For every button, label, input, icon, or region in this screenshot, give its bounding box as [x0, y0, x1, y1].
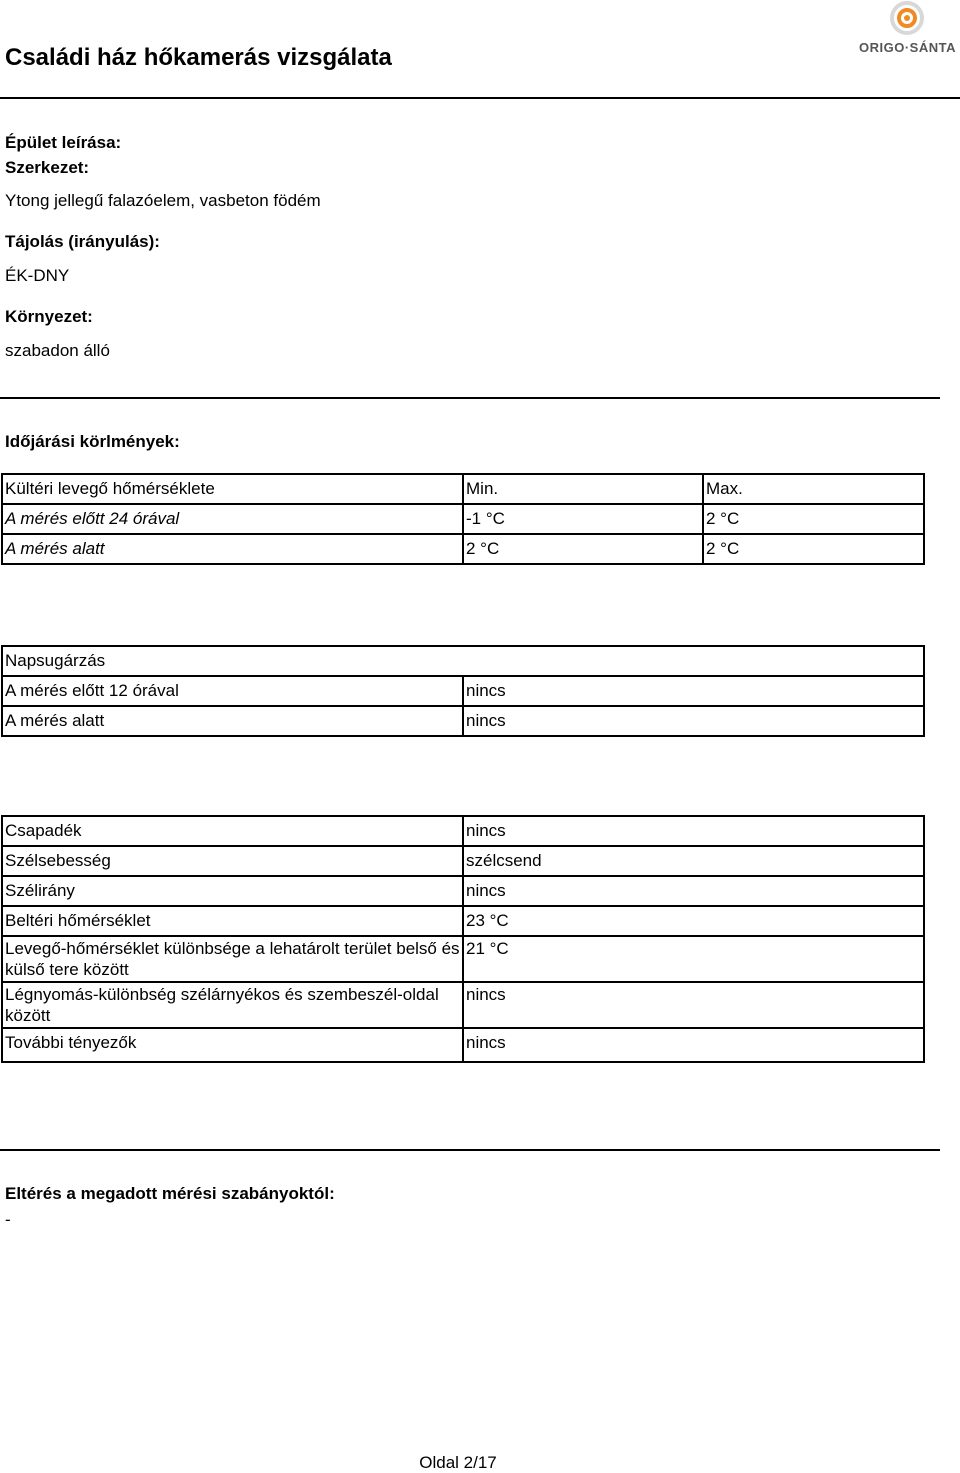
table-row	[2, 982, 924, 1028]
table-cell: Szélsebesség	[2, 846, 463, 876]
section-divider	[0, 397, 940, 399]
logo-text: ORIGO·SÁNTA	[859, 40, 956, 55]
table-header-cell: Max.	[703, 474, 924, 504]
table-cell: Szélirány	[2, 876, 463, 906]
environment-value: szabadon álló	[5, 341, 110, 360]
table-cell: nincs	[463, 706, 924, 736]
table-header-cell: Napsugárzás	[2, 646, 924, 676]
table-row	[2, 676, 924, 706]
table-cell: Beltéri hőmérséklet	[2, 906, 463, 936]
orientation-value: ÉK-DNY	[5, 266, 70, 285]
table-cell: 2 °C	[463, 534, 703, 564]
table-row	[2, 474, 924, 504]
table-cell: nincs	[463, 816, 924, 846]
page-title: Családi ház hőkamerás vizsgálata	[5, 44, 392, 71]
table-cell: Csapadék	[2, 816, 463, 846]
structure-value: Ytong jellegű falazóelem, vasbeton födém	[5, 191, 321, 210]
table-cell: -1 °C	[463, 504, 703, 534]
table-header-cell: Kültéri levegő hőmérséklete	[2, 474, 463, 504]
table-row	[2, 906, 924, 936]
outdoor-temperature-table	[1, 473, 925, 565]
company-logo	[855, 0, 960, 60]
deviation-value: -	[5, 1210, 11, 1229]
table-header-cell: Min.	[463, 474, 703, 504]
table-cell: szélcsend	[463, 846, 924, 876]
table-row	[2, 1028, 924, 1062]
other-conditions-table	[1, 815, 925, 1063]
table-cell: 2 °C	[703, 504, 924, 534]
table-row	[2, 846, 924, 876]
table-cell: 21 °C	[463, 936, 924, 982]
building-heading: Épület leírása:	[5, 133, 122, 152]
origo-santa-logo-icon	[855, 0, 960, 40]
table-cell: 23 °C	[463, 906, 924, 936]
table-row	[2, 504, 924, 534]
table-cell: nincs	[463, 982, 924, 1028]
table-cell: A mérés alatt	[2, 534, 463, 564]
table-cell: nincs	[463, 676, 924, 706]
table-row	[2, 876, 924, 906]
table-cell: A mérés alatt	[2, 706, 463, 736]
table-row	[2, 534, 924, 564]
table-cell: További tényezők	[2, 1028, 463, 1062]
table-cell: nincs	[463, 876, 924, 906]
table-cell: A mérés előtt 24 órával	[2, 504, 463, 534]
weather-heading: Időjárási körlmények:	[5, 432, 180, 451]
section-divider	[0, 1149, 940, 1151]
table-row	[2, 646, 924, 676]
table-cell: 2 °C	[703, 534, 924, 564]
sunshine-table	[1, 645, 925, 737]
header-divider	[0, 97, 960, 99]
orientation-label: Tájolás (irányulás):	[5, 232, 160, 251]
table-row	[2, 936, 924, 982]
table-cell: A mérés előtt 12 órával	[2, 676, 463, 706]
page-number: Oldal 2/17	[419, 1453, 497, 1472]
table-row	[2, 816, 924, 846]
table-cell: nincs	[463, 1028, 924, 1062]
table-row	[2, 706, 924, 736]
deviation-heading: Eltérés a megadott mérési szabányoktól:	[5, 1184, 335, 1203]
structure-label: Szerkezet:	[5, 158, 90, 177]
table-cell: Légnyomás-különbség szélárnyékos és szembeszél-oldal között	[2, 982, 463, 1028]
table-cell: Levegő-hőmérséklet különbsége a lehatárolt terület belső és külső tere között	[2, 936, 463, 982]
environment-label: Környezet:	[5, 307, 93, 326]
